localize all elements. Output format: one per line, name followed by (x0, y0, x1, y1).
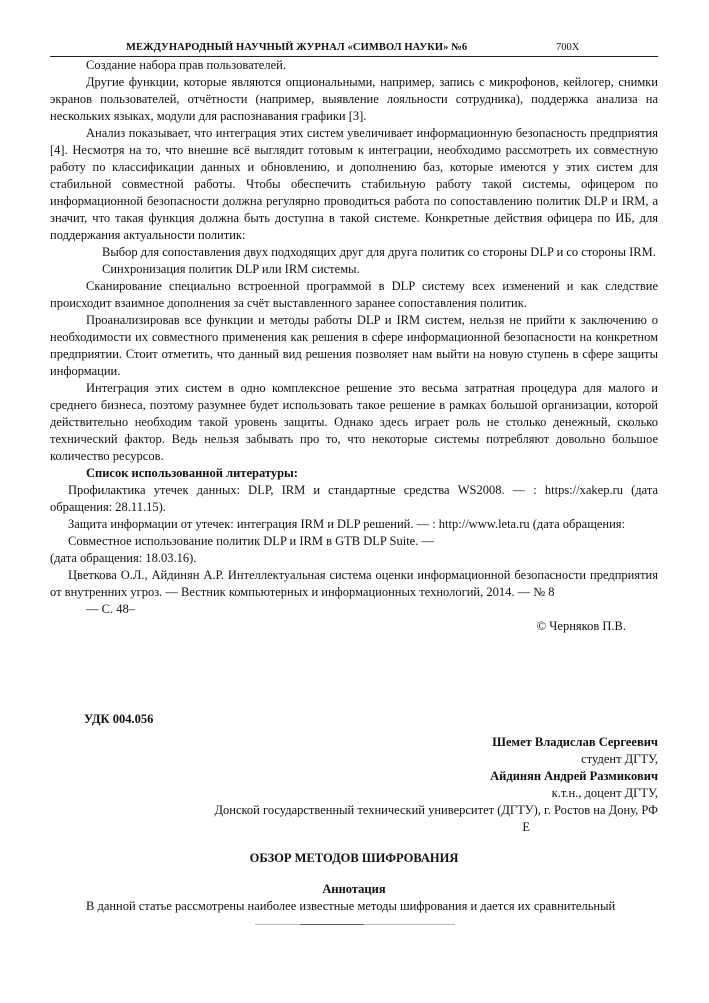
reference-item: Защита информации от утечек: интеграция IRM и DLP решений. — : http://www.leta.ru (дата обращения: (68, 517, 625, 531)
journal-title: МЕЖДУНАРОДНЫЙ НАУЧНЫЙ ЖУРНАЛ «СИМВОЛ НАУКИ» №6 (126, 42, 468, 53)
paragraph: Проанализировав все функции и методы работы DLP и IRM систем, нельзя не прийти к заключению о необходимости их совместного применения как решения в сфере информационной безопасности на конкретном предприятии. Стоит отметить, что данный вид решения позволяет нам выйти на новую ступень в сфере защиты информации. (50, 313, 658, 378)
paragraph: Другие функции, которые являются опциональными, например, запись с микрофонов, кейлогер, снимки экранов пользователей, отчётности (например, выявление лояльности сотрудника), поддержка анализа на нескольких языках, модули для распознавания графики [3]. (50, 75, 658, 123)
abstract-text: В данной статье рассмотрены наиболее известные методы шифрования и дается их сравнительный (86, 899, 616, 913)
copyright: © Черняков П.В. (536, 619, 626, 633)
reference-item: Цветкова О.Л., Айдинян А.Р. Интеллектуальная система оценки информационной безопасности предприятия от внутренних угроз. — Вестник компьютерных и информационных технологий, 2014. — № 8 (50, 568, 658, 599)
author-role: к.т.н., доцент ДГТУ, (551, 786, 658, 800)
author-role: студент ДГТУ, (581, 752, 658, 766)
paragraph: Интеграция этих систем в одно комплексное решение это весьма затратная процедура для малого и среднего бизнеса, поэтому разумнее будет использовать такое решение в рамках большой организации, которой действительно необходим такой уровень защиты. Однако здесь играет роль не столько денежный, сколько технический фактор. Ведь нельзя забывать про то, что некоторые системы потребляют довольно большое количество ресурсов. (50, 381, 658, 463)
list-item: Синхронизация политик DLP или IRM системы. (102, 262, 360, 276)
author-name: Шемет Владислав Сергеевич (492, 735, 658, 749)
reference-item: — С. 48– (86, 602, 135, 616)
paragraph: Анализ показывает, что интеграция этих систем увеличивает информационную безопасность предприятия [4]. Несмотря на то, что внешне всё выглядит готовым к интеграции, необходимо рассмотреть их совместную работу по классификации данных и обновлению, и дополнению баз, которые имеются у этих систем для стабильной совместной работы. Чтобы обеспечить стабильную работу такой системы, офицером по информационной безопасности должна регулярно проводиться работа по сопоставлению политик DLP и IRM, а значит, что такая функция должна быть доступна в такой системе. Конкретные действия офицера по ИБ, для поддержания актуальности политик: (50, 126, 658, 242)
running-header (0, 40, 709, 57)
paragraph: Сканирование специально встроенной программой в DLP систему всех изменений и как следствие происходит взаимное дополнения за счёт выставленного заранее сопоставления политик. (50, 279, 658, 310)
udk-code: УДК 004.056 (84, 712, 154, 726)
author-name: Айдинян Андрей Размикович (490, 769, 658, 783)
reference-item: Профилактика утечек данных: DLP, IRM и стандартные средства WS2008. — : https://xakep.ru (дата обращения: 28.11.15). (50, 483, 658, 514)
affiliation-continuation: Е (522, 820, 530, 834)
footer-line-accent (300, 924, 364, 925)
abstract-heading: Аннотация (322, 882, 386, 896)
paragraph: Создание набора прав пользователей. (86, 58, 286, 72)
reference-item: (дата обращения: 18.03.16). (50, 551, 197, 565)
list-item: Выбор для сопоставления двух подходящих друг для друга политик со стороны DLP и со стороны IRM. (102, 245, 656, 259)
page-number: 700X (556, 42, 580, 53)
reference-item: Совместное использование политик DLP и IRM в GTB DLP Suite. — (68, 534, 434, 548)
references-heading: Список использованной литературы: (86, 466, 298, 480)
affiliation: Донской государственный технический университет (ДГТУ), г. Ростов на Дону, РФ (214, 803, 658, 817)
document-body (50, 57, 658, 915)
article-title: ОБЗОР МЕТОДОВ ШИФРОВАНИЯ (249, 851, 459, 865)
